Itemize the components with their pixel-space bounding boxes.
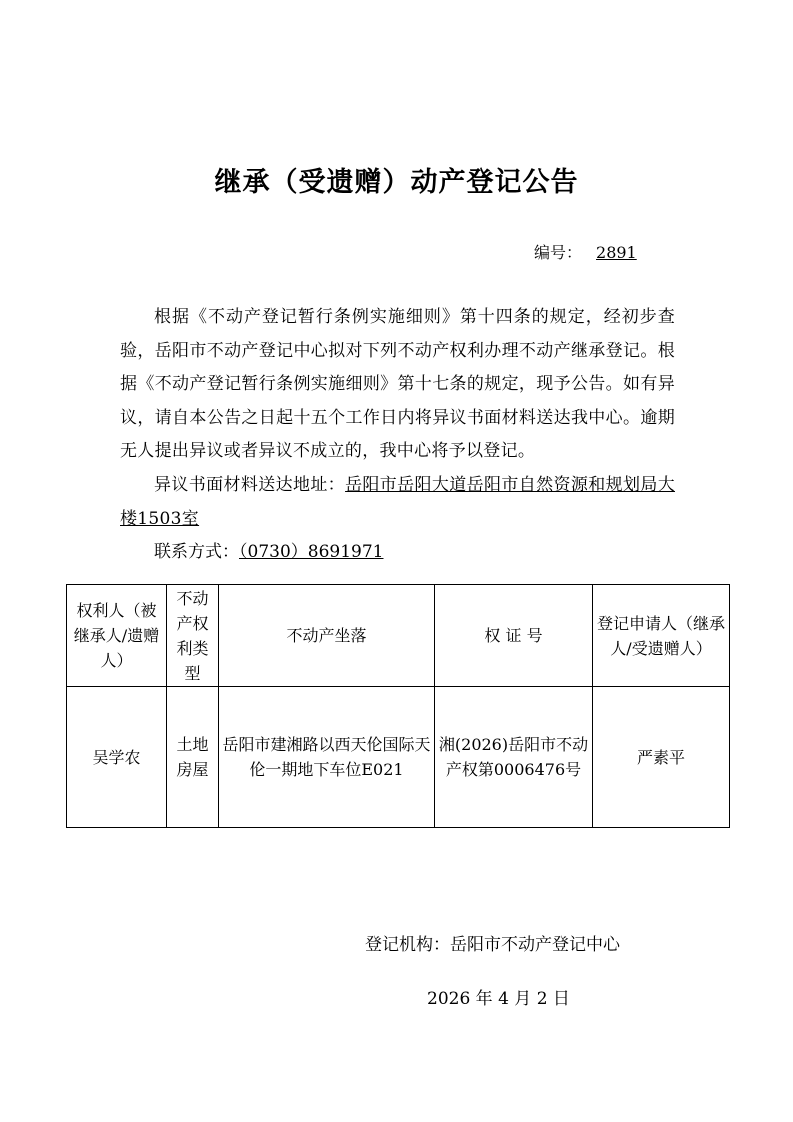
contact-label: 联系方式：: [154, 542, 239, 562]
address-value: 岳阳市岳阳大道岳阳市自然资源和规划局大楼1503室: [120, 475, 675, 529]
cell-applicant: 严素平: [593, 687, 730, 828]
contact-value: （0730）8691971: [239, 542, 384, 562]
serial-value: 2891: [596, 243, 637, 262]
serial-label: 编号：: [534, 243, 583, 262]
header-right-type: 不动产权利类型: [167, 585, 219, 687]
header-location: 不动产坐落: [219, 585, 435, 687]
registration-table: [66, 584, 730, 828]
notice-date: 2026 年 4 月 2 日: [427, 989, 570, 1009]
cell-holder: 吴学农: [67, 687, 167, 828]
cell-certificate: 湘(2026)岳阳市不动产权第0006476号: [435, 687, 593, 828]
header-applicant: 登记申请人（继承人/受遗赠人）: [593, 585, 730, 687]
cell-location: 岳阳市建湘路以西天伦国际天伦一期地下车位E021: [219, 687, 435, 828]
objection-address: [120, 469, 675, 536]
address-label: 异议书面材料送达地址：: [154, 475, 346, 495]
page-title: 继承（受遗赠）动产登记公告: [214, 167, 579, 198]
notice-paragraph: 根据《不动产登记暂行条例实施细则》第十四条的规定，经初步查验，岳阳市不动产登记中心拟对下列不动产权利办理不动产继承登记。根据《不动产登记暂行条例实施细则》第十七条的规定，现予公告。如有异议，请自本公告之日起十五个工作日内将异议书面材料送达我中心。逾期无人提出异议或者异议不成立的，我中心将予以登记。: [120, 307, 675, 461]
table-row: [67, 687, 730, 828]
header-holder: 权利人（被继承人/遗赠人）: [67, 585, 167, 687]
table-header-row: [67, 585, 730, 687]
cell-right-type: 土地房屋: [167, 687, 219, 828]
contact-info: [154, 537, 383, 562]
header-certificate: 权 证 号: [435, 585, 593, 687]
serial-number: [534, 240, 637, 263]
registration-authority: 登记机构：岳阳市不动产登记中心: [365, 935, 620, 955]
